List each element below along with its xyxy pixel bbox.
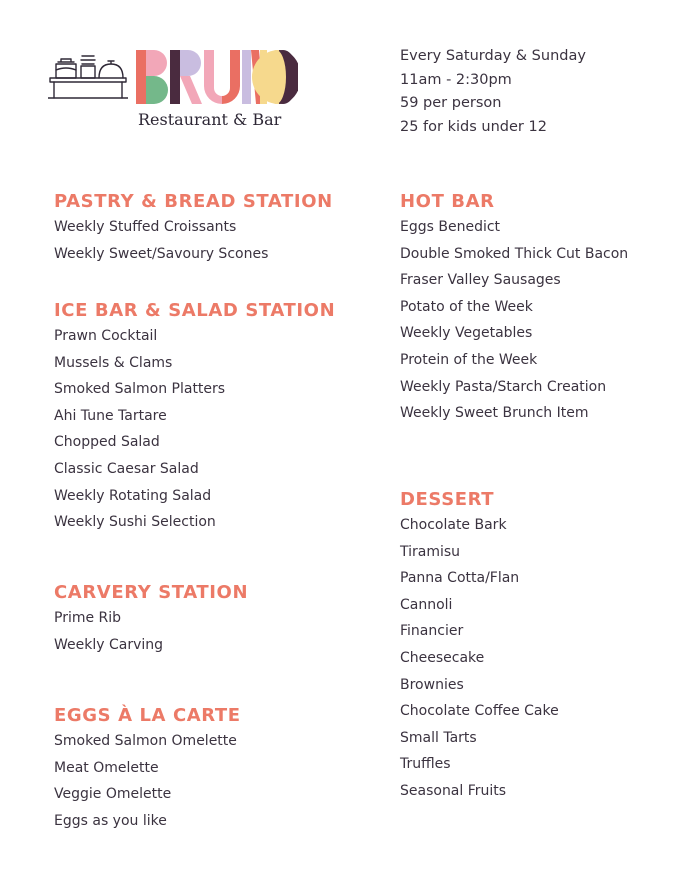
section-dessert <box>400 488 559 805</box>
menu-item: Tiramisu <box>400 543 461 560</box>
menu-item: Double Smoked Thick Cut Bacon <box>400 245 629 262</box>
info-days: Every Saturday & Sunday <box>400 48 586 64</box>
menu-item: Weekly Rotating Salad <box>54 487 212 504</box>
menu-item: Weekly Sushi Selection <box>54 514 216 531</box>
section-eggs <box>54 704 241 834</box>
menu-item: Weekly Carving <box>54 636 164 653</box>
menu-item: Potato of the Week <box>400 298 533 315</box>
section-title: PASTRY & BREAD STATION <box>54 191 333 212</box>
menu-item: Weekly Sweet/Savoury Scones <box>54 245 269 262</box>
brand-wordmark <box>136 50 298 104</box>
menu-item: Classic Caesar Salad <box>54 460 199 477</box>
section-ice-bar <box>54 299 335 536</box>
menu-item: Chopped Salad <box>54 434 160 451</box>
menu-item: Prime Rib <box>54 610 122 626</box>
info-kids-price: 25 for kids under 12 <box>400 118 547 135</box>
section-title: ICE BAR & SALAD STATION <box>54 300 336 321</box>
menu-item: Fraser Valley Sausages <box>400 272 561 289</box>
menu-item: Panna Cotta/Flan <box>400 570 520 587</box>
section-pastry <box>54 190 333 267</box>
menu-item: Smoked Salmon Platters <box>54 381 226 398</box>
section-title: EGGS À LA CARTE <box>54 705 241 726</box>
menu-item: Cannoli <box>400 596 453 613</box>
menu-item: Protein of the Week <box>400 351 538 368</box>
menu-item: Mussels & Clams <box>54 354 173 371</box>
section-title: CARVERY STATION <box>54 582 249 603</box>
buffet-icon <box>48 48 128 104</box>
menu-item: Seasonal Fruits <box>400 782 507 799</box>
info-hours: 11am - 2:30pm <box>400 71 512 88</box>
menu-item: Weekly Sweet Brunch Item <box>400 405 589 422</box>
menu-item: Cheesecake <box>400 649 485 666</box>
menu-item: Brownies <box>400 676 464 693</box>
menu-item: Truffles <box>400 756 451 773</box>
info-adult-price: 59 per person <box>400 95 502 111</box>
menu-item: Chocolate Bark <box>400 517 507 533</box>
menu-item: Financier <box>400 623 464 640</box>
menu-item: Chocolate Coffee Cake <box>400 703 559 720</box>
section-title: HOT BAR <box>400 191 495 212</box>
menu-item: Smoked Salmon Omelette <box>54 733 237 749</box>
section-hot-bar <box>400 190 628 427</box>
section-carvery <box>54 581 248 658</box>
menu-item: Eggs as you like <box>54 812 167 829</box>
menu-item: Ahi Tune Tartare <box>54 407 167 424</box>
menu-item: Meat Omelette <box>54 759 159 776</box>
menu-item: Weekly Vegetables <box>400 325 533 342</box>
menu-item: Prawn Cocktail <box>54 328 158 344</box>
section-title: DESSERT <box>400 489 495 510</box>
service-info <box>400 45 586 139</box>
menu-item: Veggie Omelette <box>54 786 172 803</box>
menu-item: Eggs Benedict <box>400 219 501 235</box>
menu-item: Weekly Pasta/Starch Creation <box>400 378 607 395</box>
menu-item: Weekly Stuffed Croissants <box>54 219 237 235</box>
menu-item: Small Tarts <box>400 729 477 746</box>
brand-subtitle: Restaurant & Bar <box>138 110 282 129</box>
